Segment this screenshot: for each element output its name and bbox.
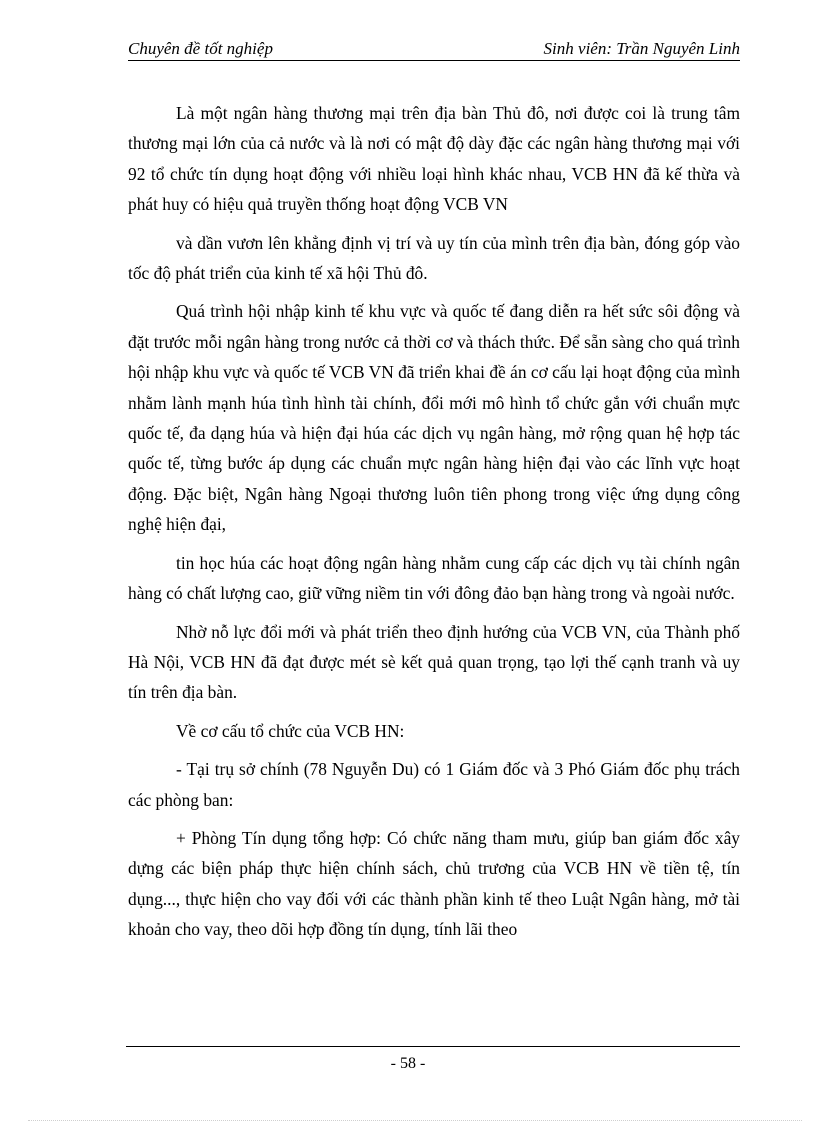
paragraph-1: Là một ngân hàng thương mại trên địa bàn Thủ đô, nơi được coi là trung tâm thương mại lớn của cả nước và là nơi có mật độ dày đặc các ngân hàng thương mại với 92 tổ chức tín dụng hoạt động với nhiều loại hình khác nhau, VCB HN đã kế thừa và phát huy có hiệu quả truyền thống hoạt động VCB VN — [128, 103, 740, 215]
footer-divider — [126, 1046, 740, 1047]
paragraph-2: và dần vươn lên khẳng định vị trí và uy tín của mình trên địa bàn, đóng góp vào tốc độ phát triển của kinh tế xã hội Thủ đô. — [128, 232, 740, 284]
paragraph-6: Về cơ cấu tổ chức của VCB HN: — [176, 720, 405, 741]
document-body — [128, 98, 740, 945]
page-bottom-edge — [28, 1120, 802, 1121]
page-header — [128, 38, 740, 62]
paragraph-4: tin học húa các hoạt động ngân hàng nhằm cung cấp các dịch vụ tài chính ngân hàng có chất lượng cao, giữ vững niềm tin với đông đảo bạn hàng trong và ngoài nước. — [128, 552, 740, 604]
paragraph-3: Quá trình hội nhập kinh tế khu vực và quốc tế đang diễn ra hết sức sôi động và đặt trước mỗi ngân hàng trong nước cả thời cơ và thách thức. Để sẵn sàng cho quá trình hội nhập khu vực và quốc tế VCB VN đã triển khai đề án cơ cấu lại hoạt động của mình nhằm lành mạnh húa tình hình tài chính, đổi mới mô hình tổ chức gắn với chuẩn mực quốc tế, đa dạng húa và hiện đại húa các dịch vụ ngân hàng, mở rộng quan hệ hợp tác quốc tế, từng bước áp dụng các chuẩn mực ngân hàng hiện đại vào các lĩnh vực hoạt động. Đặc biệt, Ngân hàng Ngoại thương luôn tiên phong trong việc ứng dụng công nghệ hiện đại, — [128, 301, 741, 535]
paragraph-5: Nhờ nỗ lực đổi mới và phát triển theo định hướng của VCB VN, của Thành phố Hà Nội, VCB HN đã đạt được mét sè kết quả quan trọng, tạo lợi thế cạnh tranh và uy tín trên địa bàn. — [128, 621, 740, 703]
header-author: Sinh viên: Trần Nguyên Linh — [543, 39, 740, 58]
paragraph-8: + Phòng Tín dụng tổng hợp: Có chức năng tham mưu, giúp ban giám đốc xây dựng các biện pháp thực hiện chính sách, chủ trương của VCB HN về tiền tệ, tín dụng..., thực hiện cho vay đối với các thành phần kinh tế theo Luật Ngân hàng, mở tài khoản cho vay, theo dõi hợp đồng tín dụng, tính lãi theo — [128, 827, 740, 940]
header-divider — [128, 60, 740, 61]
page-number: - 58 - — [390, 1055, 426, 1072]
header-document-title: Chuyên đề tốt nghiệp — [128, 39, 273, 58]
paragraph-7: - Tại trụ sở chính (78 Nguyễn Du) có 1 Giám đốc và 3 Phó Giám đốc phụ trách các phòng ban: — [128, 759, 740, 810]
